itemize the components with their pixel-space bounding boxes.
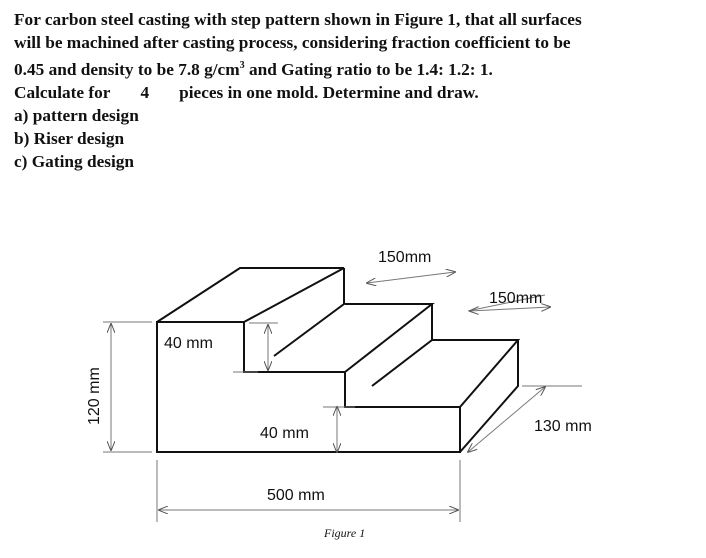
dim-length: 500 mm [267,487,325,504]
dim-depth: 130 mm [534,418,592,435]
dim-step1-height: 40 mm [164,335,213,352]
dim-step2-width: 150mm [489,290,543,307]
task-pattern-design: a) pattern design [14,105,139,125]
dim-top-width: 150mm [378,249,432,266]
density-exponent: 3 [239,60,245,71]
task-gating-design: c) Gating design [14,151,135,171]
calculate-label: Calculate for [14,82,111,102]
dim-step2-height: 40 mm [260,425,309,442]
dim-total-height: 120 mm [86,367,103,425]
top-step-surface [157,268,344,322]
problem-line-1: For carbon steel casting with step pattern shown in Figure 1, that all surfaces [14,10,582,29]
problem-line-2: will be machined after casting process, considering fraction coefficient to be [14,33,571,52]
middle-step-riser [372,304,518,407]
density-text: 0.45 and density to be 7.8 g/cm [14,59,240,79]
gating-ratio-text: and Gating ratio to be 1.4: 1.2: 1. [244,59,493,79]
piece-count: 4 [140,82,150,102]
pieces-text: pieces in one mold. Determine and draw. [179,82,479,102]
top-step-riser [274,268,432,372]
task-riser-design: b) Riser design [14,128,125,148]
figure-caption: Figure 1 [324,526,366,540]
